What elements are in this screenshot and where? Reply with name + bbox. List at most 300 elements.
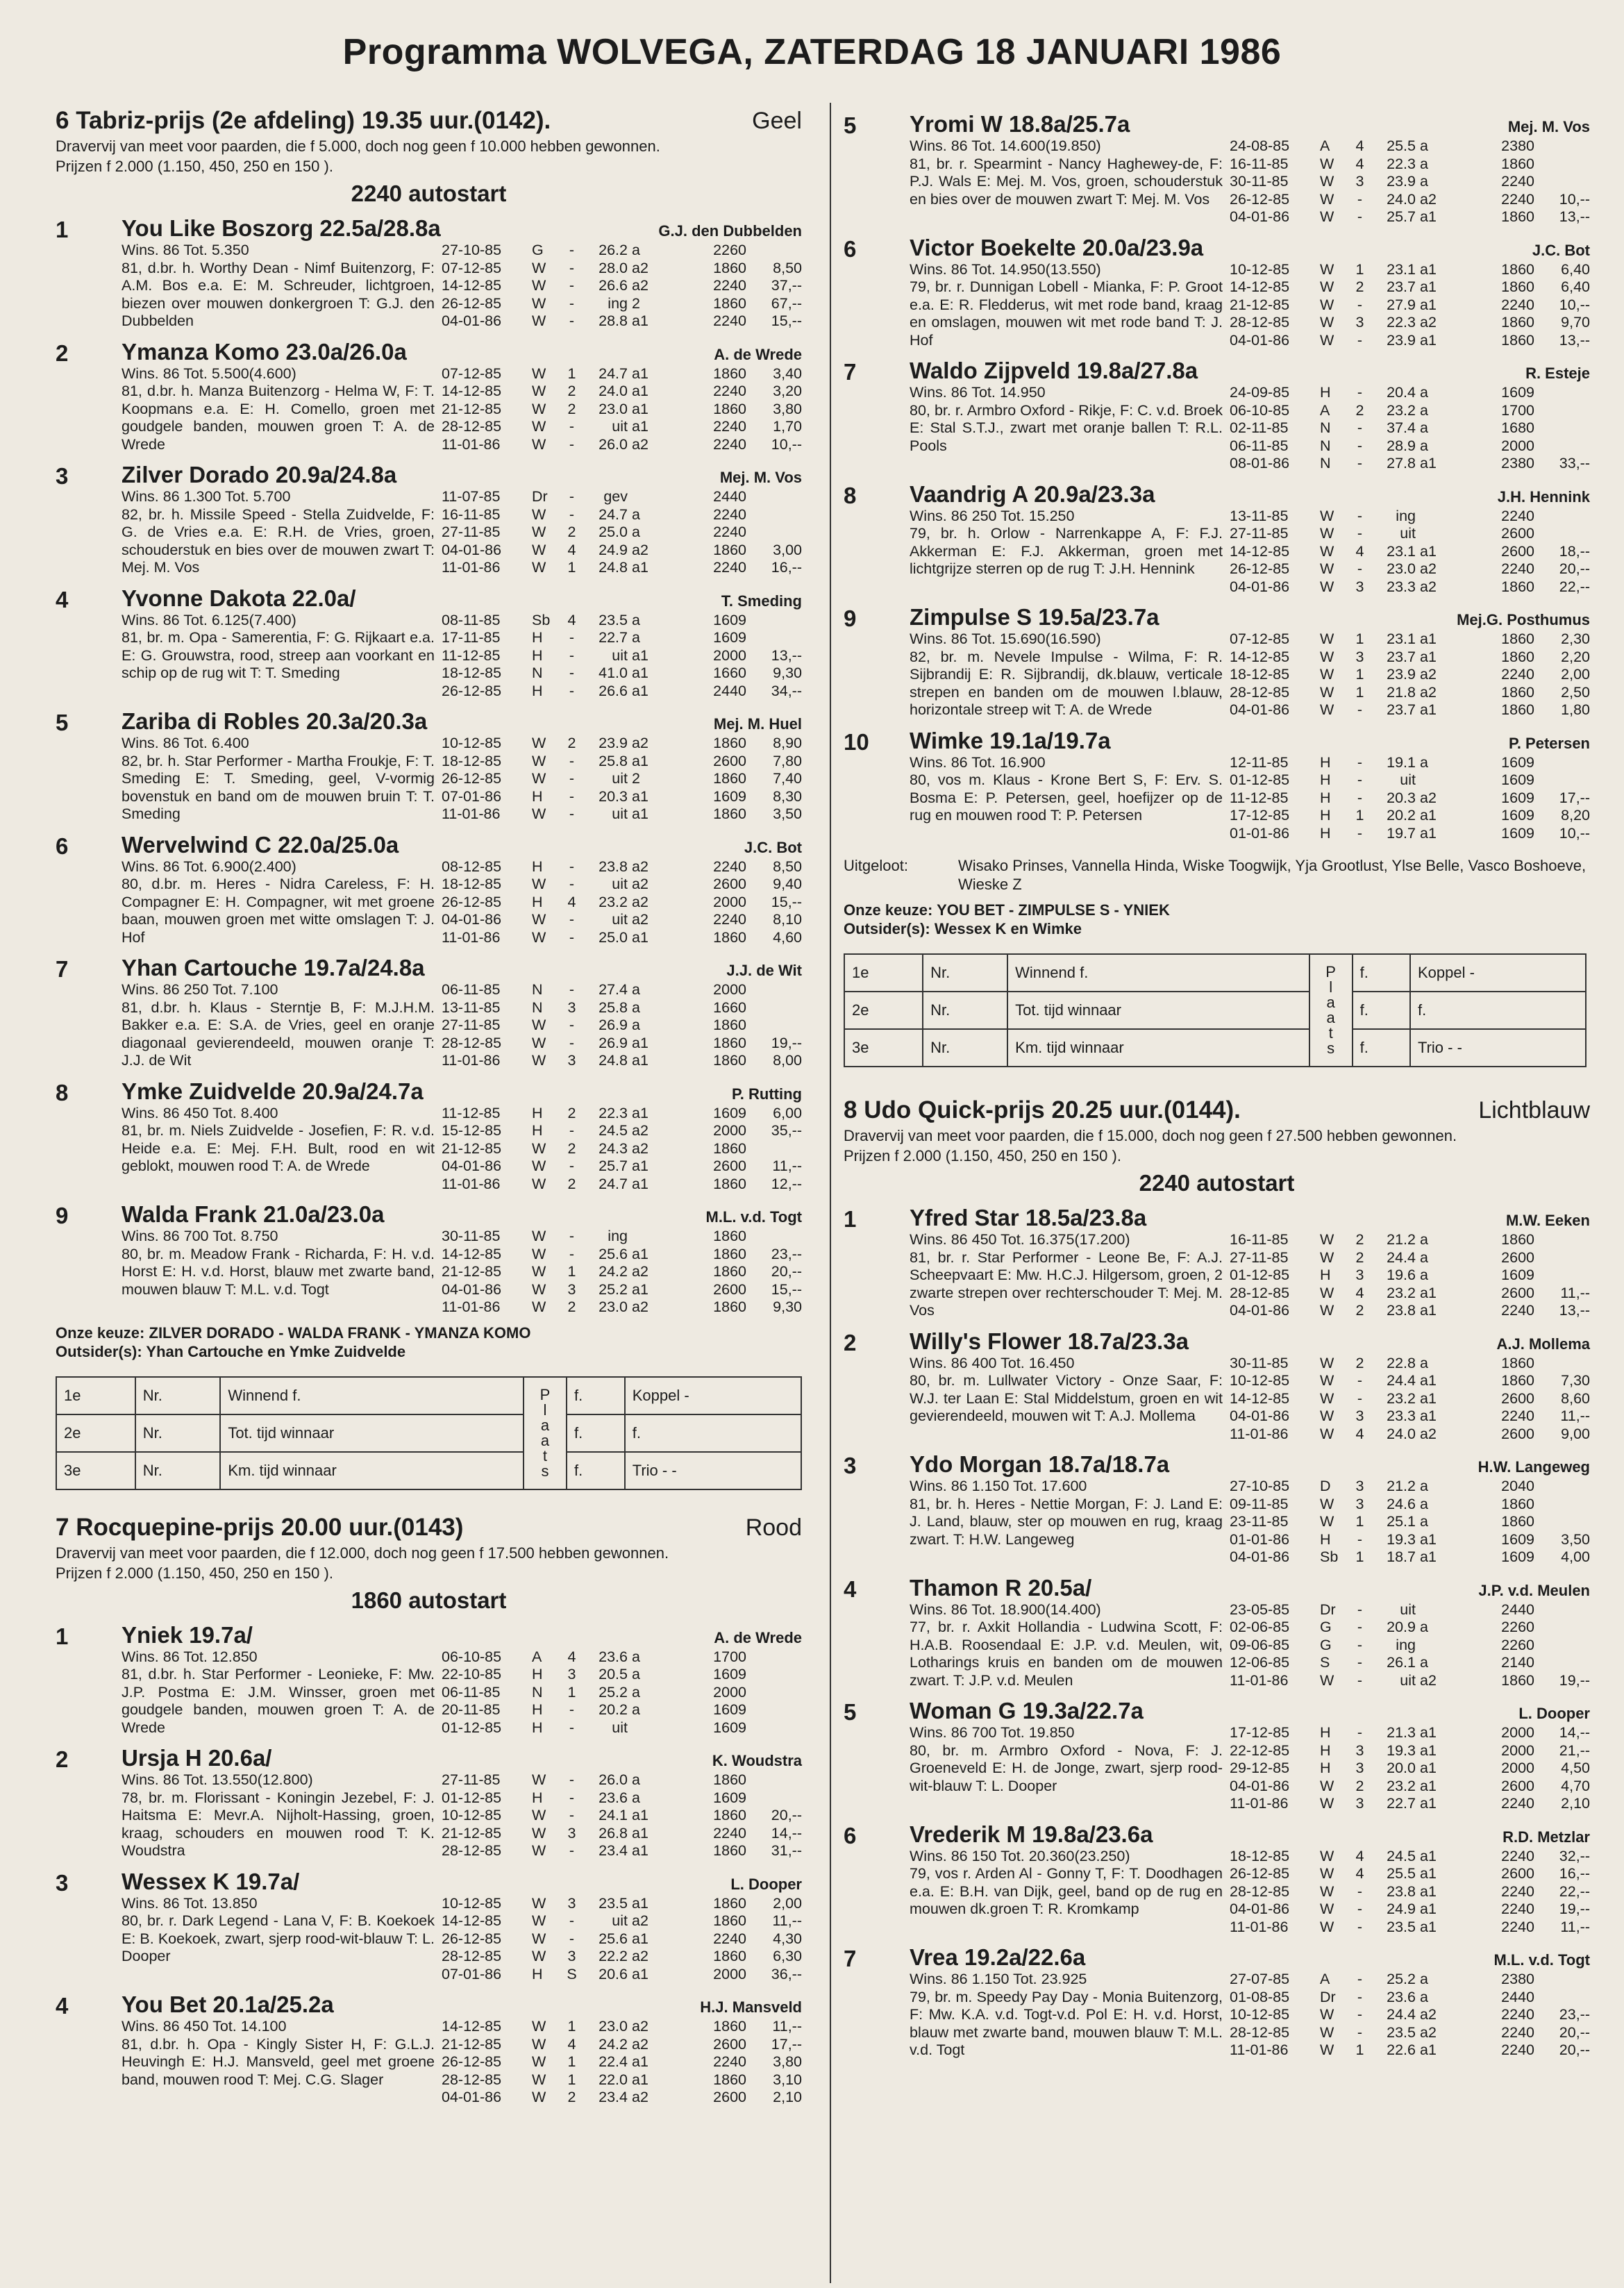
form-cell: uit xyxy=(612,770,628,787)
form-row xyxy=(1230,261,1590,279)
form-cell: 2240 xyxy=(1501,190,1534,208)
form-cell: 18,-- xyxy=(1559,542,1590,560)
form-cell: 26.1 xyxy=(1387,1654,1416,1671)
form-cell xyxy=(1534,1654,1590,1672)
form-row xyxy=(442,365,802,383)
form-cell: 26.6 xyxy=(598,682,628,699)
form-cell: 26-12-85 xyxy=(1230,190,1290,208)
form-row xyxy=(1230,191,1590,209)
our-choice-value: ZILVER DORADO - WALDA FRANK - YMANZA KOMO xyxy=(149,1323,531,1342)
form-cell: 21-12-85 xyxy=(442,1824,502,1842)
horse-number: 3 xyxy=(56,1869,69,1896)
horse-name-row xyxy=(910,235,1590,261)
form-cell: 1,70 xyxy=(773,418,802,435)
form-lines xyxy=(442,1895,802,1984)
form-cell: - xyxy=(569,418,575,435)
horse-name: Yromi W 18.8a/25.7a xyxy=(910,111,1130,137)
horse-name: Vaandrig A 20.9a/23.3a xyxy=(910,481,1155,507)
form-cell: 12-06-85 xyxy=(1230,1654,1290,1671)
horse-entry xyxy=(844,1575,1590,1690)
form-cell: W xyxy=(532,2035,546,2053)
trainer-name: H.W. Langeweg xyxy=(1477,1458,1590,1476)
form-row xyxy=(442,436,802,454)
form-cell: 6,30 xyxy=(773,1948,802,1964)
form-cell: 2 xyxy=(632,770,640,787)
race-conditions: Dravervij van meet voor paarden, die f 15.000, doch nog geen f 27.500 hebben gewonnen. xyxy=(844,1127,1457,1144)
form-cell: 6,00 xyxy=(773,1104,802,1121)
form-cell: - xyxy=(1357,771,1363,788)
form-row xyxy=(442,1912,802,1930)
form-cell: a1 xyxy=(1420,260,1437,278)
form-cell: W xyxy=(532,928,546,946)
form-lines xyxy=(442,365,802,454)
form-cell: 21-12-85 xyxy=(442,1139,502,1157)
result-cell: Koppel - xyxy=(1410,954,1586,992)
form-cell: 23.5 xyxy=(598,1894,628,1912)
form-cell: W xyxy=(532,1034,546,1051)
result-cell: f. xyxy=(567,1377,625,1414)
form-row xyxy=(442,2018,802,2036)
form-cell: H xyxy=(532,1666,543,1682)
horse-name-row xyxy=(122,708,802,735)
trainer-name: P. Petersen xyxy=(1508,734,1590,752)
form-row xyxy=(1230,560,1590,578)
form-cell: 12-11-85 xyxy=(1230,753,1289,771)
trainer-name: L. Dooper xyxy=(730,1875,802,1893)
form-cell: a xyxy=(632,981,640,998)
form-cell: 2600 xyxy=(1501,1425,1534,1442)
form-cell: 1609 xyxy=(713,1789,746,1806)
form-cell: 01-12-85 xyxy=(1230,771,1290,788)
race-header xyxy=(56,1514,802,1542)
form-cell: a2 xyxy=(632,2035,648,2053)
form-cell: 20.3 xyxy=(1387,789,1416,806)
form-cell: - xyxy=(569,1807,575,1823)
form-cell: 24.0 xyxy=(1387,190,1416,208)
race-header xyxy=(844,1096,1590,1124)
form-lines xyxy=(1230,1355,1590,1444)
form-cell: uit xyxy=(612,805,628,822)
form-cell: - xyxy=(1357,1619,1363,1635)
form-cell: a xyxy=(1420,437,1428,454)
form-cell: 2240 xyxy=(713,911,746,928)
form-cell: 2,10 xyxy=(1561,1795,1590,1812)
horse-entry xyxy=(844,1698,1590,1813)
form-cell: 10,-- xyxy=(1559,190,1590,208)
form-cell: 1860 xyxy=(713,541,746,558)
form-row xyxy=(442,542,802,560)
result-table xyxy=(844,953,1587,1067)
form-cell: 25.7 xyxy=(598,1158,628,1174)
form-row xyxy=(442,2036,802,2054)
form-cell: W xyxy=(1320,683,1334,701)
form-cell: 11-01-86 xyxy=(442,928,501,946)
form-cell: W xyxy=(532,1894,546,1912)
form-row xyxy=(1230,1249,1590,1267)
form-cell: 11,-- xyxy=(772,2018,802,2035)
form-cell: 24.4 xyxy=(1387,2006,1416,2023)
form-cell: a1 xyxy=(632,1158,648,1174)
form-cell: a2 xyxy=(632,435,648,453)
form-cell xyxy=(1534,173,1590,191)
form-cell: 2600 xyxy=(713,1280,746,1298)
result-cell: 3e xyxy=(844,1029,923,1067)
form-row xyxy=(1230,1724,1590,1742)
form-cell: N xyxy=(1320,437,1331,454)
form-row xyxy=(442,401,802,419)
form-cell: 2 xyxy=(567,383,576,399)
result-cell: Tot. tijd winnaar xyxy=(1007,992,1309,1029)
form-row xyxy=(1230,1795,1590,1813)
horse-entry xyxy=(56,1991,802,2107)
form-cell: 25.0 xyxy=(598,524,628,540)
race-conditions: Dravervij van meet voor paarden, die f 12.000, doch nog geen f 17.500 hebben gewonnen. xyxy=(56,1544,669,1562)
form-cell: 04-01-86 xyxy=(1230,701,1290,718)
form-cell: 06-10-85 xyxy=(442,1648,502,1665)
form-cell xyxy=(1534,1249,1590,1267)
form-cell: 26.0 xyxy=(598,1771,628,1788)
form-cell: 2240 xyxy=(713,435,746,453)
horse-body xyxy=(122,365,802,454)
form-cell: 26-12-85 xyxy=(1230,560,1290,577)
form-cell: a1 xyxy=(632,787,648,805)
form-cell: W xyxy=(532,2018,546,2035)
form-cell: 2240 xyxy=(713,2053,746,2070)
horse-name: You Bet 20.1a/25.2a xyxy=(122,1991,334,2017)
form-cell: - xyxy=(569,294,575,312)
form-cell: W xyxy=(532,1930,546,1947)
form-row xyxy=(442,2071,802,2089)
form-cell: 25.8 xyxy=(598,999,628,1016)
form-cell: W xyxy=(532,1228,546,1244)
form-cell: - xyxy=(569,277,575,294)
horse-number: 5 xyxy=(56,710,69,735)
form-cell: 2240 xyxy=(1501,1408,1534,1424)
form-cell: 24-08-85 xyxy=(1230,137,1290,154)
form-cell: a1 xyxy=(632,665,648,681)
form-cell: 2240 xyxy=(713,506,746,523)
form-lines xyxy=(1230,137,1590,226)
form-cell: 04-01-86 xyxy=(1230,1548,1290,1565)
form-cell: S xyxy=(1320,1654,1330,1671)
form-cell: 2000 xyxy=(713,981,746,998)
form-cell: 23,-- xyxy=(1559,2006,1590,2023)
horse-name: You Like Boszorg 22.5a/28.8a xyxy=(122,215,441,241)
form-cell: W xyxy=(1320,1865,1334,1882)
form-cell: a1 xyxy=(632,646,648,664)
form-cell: 7,80 xyxy=(773,752,802,769)
form-cell: 8,50 xyxy=(773,858,802,875)
form-row xyxy=(442,1017,802,1035)
form-cell: a xyxy=(1420,1478,1428,1494)
form-cell: 2600 xyxy=(713,1158,746,1174)
form-cell: N xyxy=(532,1683,543,1701)
form-row xyxy=(442,1842,802,1860)
form-cell: 15,-- xyxy=(771,893,802,910)
form-cell: 01-08-85 xyxy=(1230,1988,1290,2005)
page-title: Programma WOLVEGA, ZATERDAG 18 JANUARI 1986 xyxy=(342,32,1282,72)
form-cell: uit xyxy=(612,1719,628,1736)
form-cell: 2380 xyxy=(1501,137,1534,154)
form-cell: - xyxy=(569,858,575,875)
horse-name-row xyxy=(122,1869,802,1895)
form-lines xyxy=(1230,1231,1590,1320)
form-cell: 1 xyxy=(1355,2041,1364,2058)
form-row xyxy=(1230,1883,1590,1901)
form-cell: 23.7 xyxy=(1387,278,1416,295)
form-cell: 13,-- xyxy=(1559,331,1590,349)
form-cell: W xyxy=(1320,1284,1334,1301)
form-cell: 23.0 xyxy=(598,1299,628,1315)
form-row xyxy=(442,277,802,295)
form-row xyxy=(442,1158,802,1176)
horse-body xyxy=(910,1848,1590,1937)
form-row xyxy=(442,1701,802,1719)
form-cell: 2000 xyxy=(713,1683,746,1701)
our-choice-value: YOU BET - ZIMPULSE S - YNIEK xyxy=(937,901,1170,919)
horse-description: Wins. 86 Tot. 6.125(7.400) 81, br. m. Opa - Samerentia, F: G. Rijkaart e.a. E: G. Grouwstra, rood, streep aan voorkant en schip op de rug wit T: T. Smeding xyxy=(122,611,435,681)
form-cell: - xyxy=(1357,208,1363,225)
form-row xyxy=(442,1035,802,1053)
form-cell: 27-11-85 xyxy=(1230,1249,1289,1266)
form-cell: W xyxy=(1320,701,1334,718)
form-cell: 37,-- xyxy=(771,277,802,294)
form-cell: 2 xyxy=(1355,1249,1364,1266)
horse-name-row xyxy=(910,1328,1590,1355)
form-cell: 2 xyxy=(1355,1231,1364,1248)
form-cell: - xyxy=(569,981,575,998)
form-cell: a2 xyxy=(1420,2023,1437,2041)
form-cell: 1860 xyxy=(713,1299,746,1315)
form-cell: 4,60 xyxy=(773,928,802,946)
form-cell: 24.0 xyxy=(1387,1425,1416,1442)
form-row xyxy=(1230,807,1590,825)
horse-entry xyxy=(56,585,802,701)
form-cell: 04-01-86 xyxy=(442,312,502,329)
form-cell: W xyxy=(532,805,546,822)
trainer-name: A. de Wrede xyxy=(714,345,802,363)
form-cell: 23.0 xyxy=(1387,560,1416,577)
form-cell: 8,30 xyxy=(773,787,802,805)
form-row xyxy=(442,242,802,260)
form-row xyxy=(442,647,802,665)
form-cell: W xyxy=(1320,666,1334,683)
form-cell: 2240 xyxy=(1501,1847,1534,1864)
form-cell: 13,-- xyxy=(771,646,802,664)
horse-body xyxy=(910,1601,1590,1690)
form-cell: 2440 xyxy=(713,682,746,699)
form-row xyxy=(442,1648,802,1667)
form-cell: 2 xyxy=(567,1175,576,1192)
form-row xyxy=(442,929,802,947)
form-cell: 2240 xyxy=(713,1824,746,1842)
race-title: 8 Udo Quick-prijs 20.25 uur.(0144). xyxy=(844,1096,1241,1124)
horse-name-row xyxy=(122,1201,802,1228)
horse-entry xyxy=(844,111,1590,226)
horse-entry xyxy=(844,1944,1590,2060)
horse-description: Wins. 86 450 Tot. 8.400 81, br. m. Niels Zuidvelde - Josefien, F: R. v.d. Heide e.a. E: Mej. F.H. Bult, rood en wit geblokt, mouwen rood T: A. de Wrede xyxy=(122,1104,435,1174)
form-cell: 10-12-85 xyxy=(442,1894,502,1912)
form-cell: 11-12-85 xyxy=(442,1104,501,1121)
form-cell xyxy=(1534,156,1590,174)
form-cell: 09-11-85 xyxy=(1230,1495,1289,1512)
form-cell: 22.3 xyxy=(598,1104,628,1121)
form-cell: 19,-- xyxy=(771,1034,802,1051)
form-cell: a xyxy=(632,1771,640,1788)
trainer-name: J.P. v.d. Meulen xyxy=(1478,1581,1590,1599)
horse-body xyxy=(122,858,802,947)
form-cell: 1700 xyxy=(713,1648,746,1665)
form-cell: 23.3 xyxy=(1387,1408,1416,1424)
form-cell: 1860 xyxy=(1501,631,1534,647)
horse-description: Wins. 86 Tot. 18.900(14.400) 77, br. r. Axkit Hollandia - Ludwina Scott, F: H.A.B. Roosendaal E: J.P. v.d. Meulen, wit, Lotharings kruis en banden om de mouwen zwart. T: J.P. v.d. Meulen xyxy=(910,1601,1223,1689)
form-cell: 2600 xyxy=(713,2089,746,2105)
horse-name-row xyxy=(910,728,1590,754)
form-cell: 23.8 xyxy=(1387,1882,1416,1900)
race-color: Rood xyxy=(745,1514,802,1541)
form-cell: 1860 xyxy=(1501,683,1534,701)
form-row xyxy=(1230,1285,1590,1303)
form-cell: 4 xyxy=(1355,1865,1364,1882)
form-cell: 2240 xyxy=(1501,2023,1534,2041)
our-choice xyxy=(56,1323,802,1342)
trainer-name: K. Woudstra xyxy=(712,1752,802,1769)
form-cell: 9,00 xyxy=(1561,1425,1590,1442)
form-cell: 21-12-85 xyxy=(442,400,502,417)
race-prizes: Prijzen f 2.000 (1.150, 450, 250 en 150 ). xyxy=(844,1147,1121,1164)
form-cell: uit xyxy=(1400,525,1416,542)
form-cell: 2 xyxy=(1355,278,1364,295)
trainer-name: R.D. Metzlar xyxy=(1502,1828,1590,1846)
result-cell: Km. tijd winnaar xyxy=(220,1452,524,1489)
form-cell: 2240 xyxy=(1501,296,1534,313)
form-row xyxy=(1230,1496,1590,1514)
form-cell: H xyxy=(1320,789,1331,806)
form-cell: W xyxy=(532,752,546,769)
form-cell: 1609 xyxy=(1501,824,1534,842)
horse-description: Wins. 86 250 Tot. 7.100 81, d.br. h. Klaus - Sterntje B, F: M.J.H.M. Bakker e.a. E: S.A. de Vries, geel en oranje diagonaal gevierendeeld, mouwen oranje T: J.J. de Wit xyxy=(122,981,435,1069)
horse-body xyxy=(122,1648,802,1737)
form-cell: 1860 xyxy=(1501,155,1534,172)
form-row xyxy=(442,418,802,436)
form-cell: uit xyxy=(612,646,628,664)
horse-entry xyxy=(844,728,1590,843)
outsiders xyxy=(56,1342,802,1361)
form-cell: 6,40 xyxy=(1561,260,1590,278)
trainer-name: M.L. v.d. Togt xyxy=(705,1208,802,1226)
horse-number: 1 xyxy=(844,1206,857,1232)
horse-description: Wins. 86 1.150 Tot. 23.925 79, br. m. Speedy Pay Day - Monia Buitenzorg, F: Mw. K.A. v.d. Togt-v.d. Pol E: H. v.d. Horst, blauw met zwarte band, mouwen blauw T: M.L. v.d. Togt xyxy=(910,1971,1223,2058)
form-row xyxy=(1230,1654,1590,1672)
horse-number: 7 xyxy=(56,956,69,982)
form-cell: H xyxy=(532,1965,543,1982)
trainer-name: A. de Wrede xyxy=(714,1628,802,1646)
form-cell: W xyxy=(532,1771,546,1788)
form-cell: a xyxy=(1420,1354,1428,1371)
form-row xyxy=(1230,1989,1590,2007)
form-cell: 20,-- xyxy=(1559,2041,1590,2058)
form-cell: 24.4 xyxy=(1387,1249,1416,1266)
form-cell: W xyxy=(1320,1513,1334,1530)
form-row xyxy=(1230,1390,1590,1408)
form-cell: 1860 xyxy=(1501,1231,1534,1248)
form-cell: H xyxy=(1320,1742,1331,1759)
form-cell xyxy=(1534,384,1590,402)
form-cell: 10,-- xyxy=(1559,824,1590,842)
form-cell xyxy=(1534,508,1590,526)
form-cell: 27-10-85 xyxy=(1230,1478,1290,1494)
form-cell: 4 xyxy=(1355,1847,1364,1864)
form-cell: H xyxy=(532,646,543,664)
form-cell: G xyxy=(1320,1636,1332,1653)
form-cell: 9,30 xyxy=(773,1299,802,1315)
horse-name-row xyxy=(910,1698,1590,1724)
form-cell: 3 xyxy=(1355,173,1364,190)
form-cell: 2240 xyxy=(1501,507,1534,524)
form-cell: H xyxy=(532,1122,543,1139)
form-cell: W xyxy=(532,277,546,294)
form-row xyxy=(1230,543,1590,561)
form-cell: 13-11-85 xyxy=(442,999,501,1016)
form-cell: 11,-- xyxy=(772,1158,802,1174)
form-cell: 24.2 xyxy=(598,2035,628,2053)
form-lines xyxy=(442,488,802,577)
form-cell: H xyxy=(1320,753,1331,771)
form-cell: 23.8 xyxy=(1387,1302,1416,1319)
form-cell: 1860 xyxy=(713,259,746,276)
form-cell: W xyxy=(532,2053,546,2070)
form-cell xyxy=(746,1017,802,1035)
form-cell: Dr xyxy=(1320,1988,1336,2005)
horse-entry xyxy=(844,1205,1590,1320)
form-cell: 3 xyxy=(567,999,576,1016)
horse-name: Wervelwind C 22.0a/25.0a xyxy=(122,831,399,858)
form-cell: W xyxy=(1320,1354,1334,1371)
result-cell: Nr. xyxy=(135,1452,221,1489)
form-cell: a xyxy=(632,1017,640,1033)
form-cell: 24.8 xyxy=(598,559,628,576)
form-cell: 23.3 xyxy=(1387,578,1416,595)
form-cell: W xyxy=(1320,278,1334,295)
form-cell: 2240 xyxy=(713,559,746,576)
form-cell: a1 xyxy=(1420,1777,1437,1794)
horse-name: Woman G 19.3a/22.7a xyxy=(910,1698,1144,1723)
form-cell: a1 xyxy=(1420,701,1437,718)
horse-entry xyxy=(844,1328,1590,1444)
form-cell: 25.6 xyxy=(598,1245,628,1262)
form-row xyxy=(1230,455,1590,473)
horse-name-row xyxy=(122,339,802,365)
form-cell: W xyxy=(532,1245,546,1262)
form-cell xyxy=(746,1228,802,1246)
form-cell: a1 xyxy=(1420,542,1437,560)
form-cell: 8,60 xyxy=(1561,1389,1590,1407)
form-cell: 10-12-85 xyxy=(1230,260,1290,278)
horse-name: Zilver Dorado 20.9a/24.8a xyxy=(122,462,397,487)
form-cell: 2240 xyxy=(1501,1795,1534,1812)
form-cell: 24.5 xyxy=(1387,1847,1416,1864)
form-cell: 41.0 xyxy=(598,665,628,681)
form-cell: 1 xyxy=(1355,666,1364,683)
form-cell: 23.2 xyxy=(1387,1777,1416,1794)
form-cell xyxy=(746,612,802,630)
form-cell: a1 xyxy=(632,1842,648,1859)
form-cell: 2600 xyxy=(713,2035,746,2053)
trainer-name: J.J. de Wit xyxy=(726,962,802,979)
form-cell: 16-11-85 xyxy=(442,506,501,523)
form-cell: 1609 xyxy=(1501,789,1534,806)
form-cell: 24.8 xyxy=(598,1052,628,1069)
